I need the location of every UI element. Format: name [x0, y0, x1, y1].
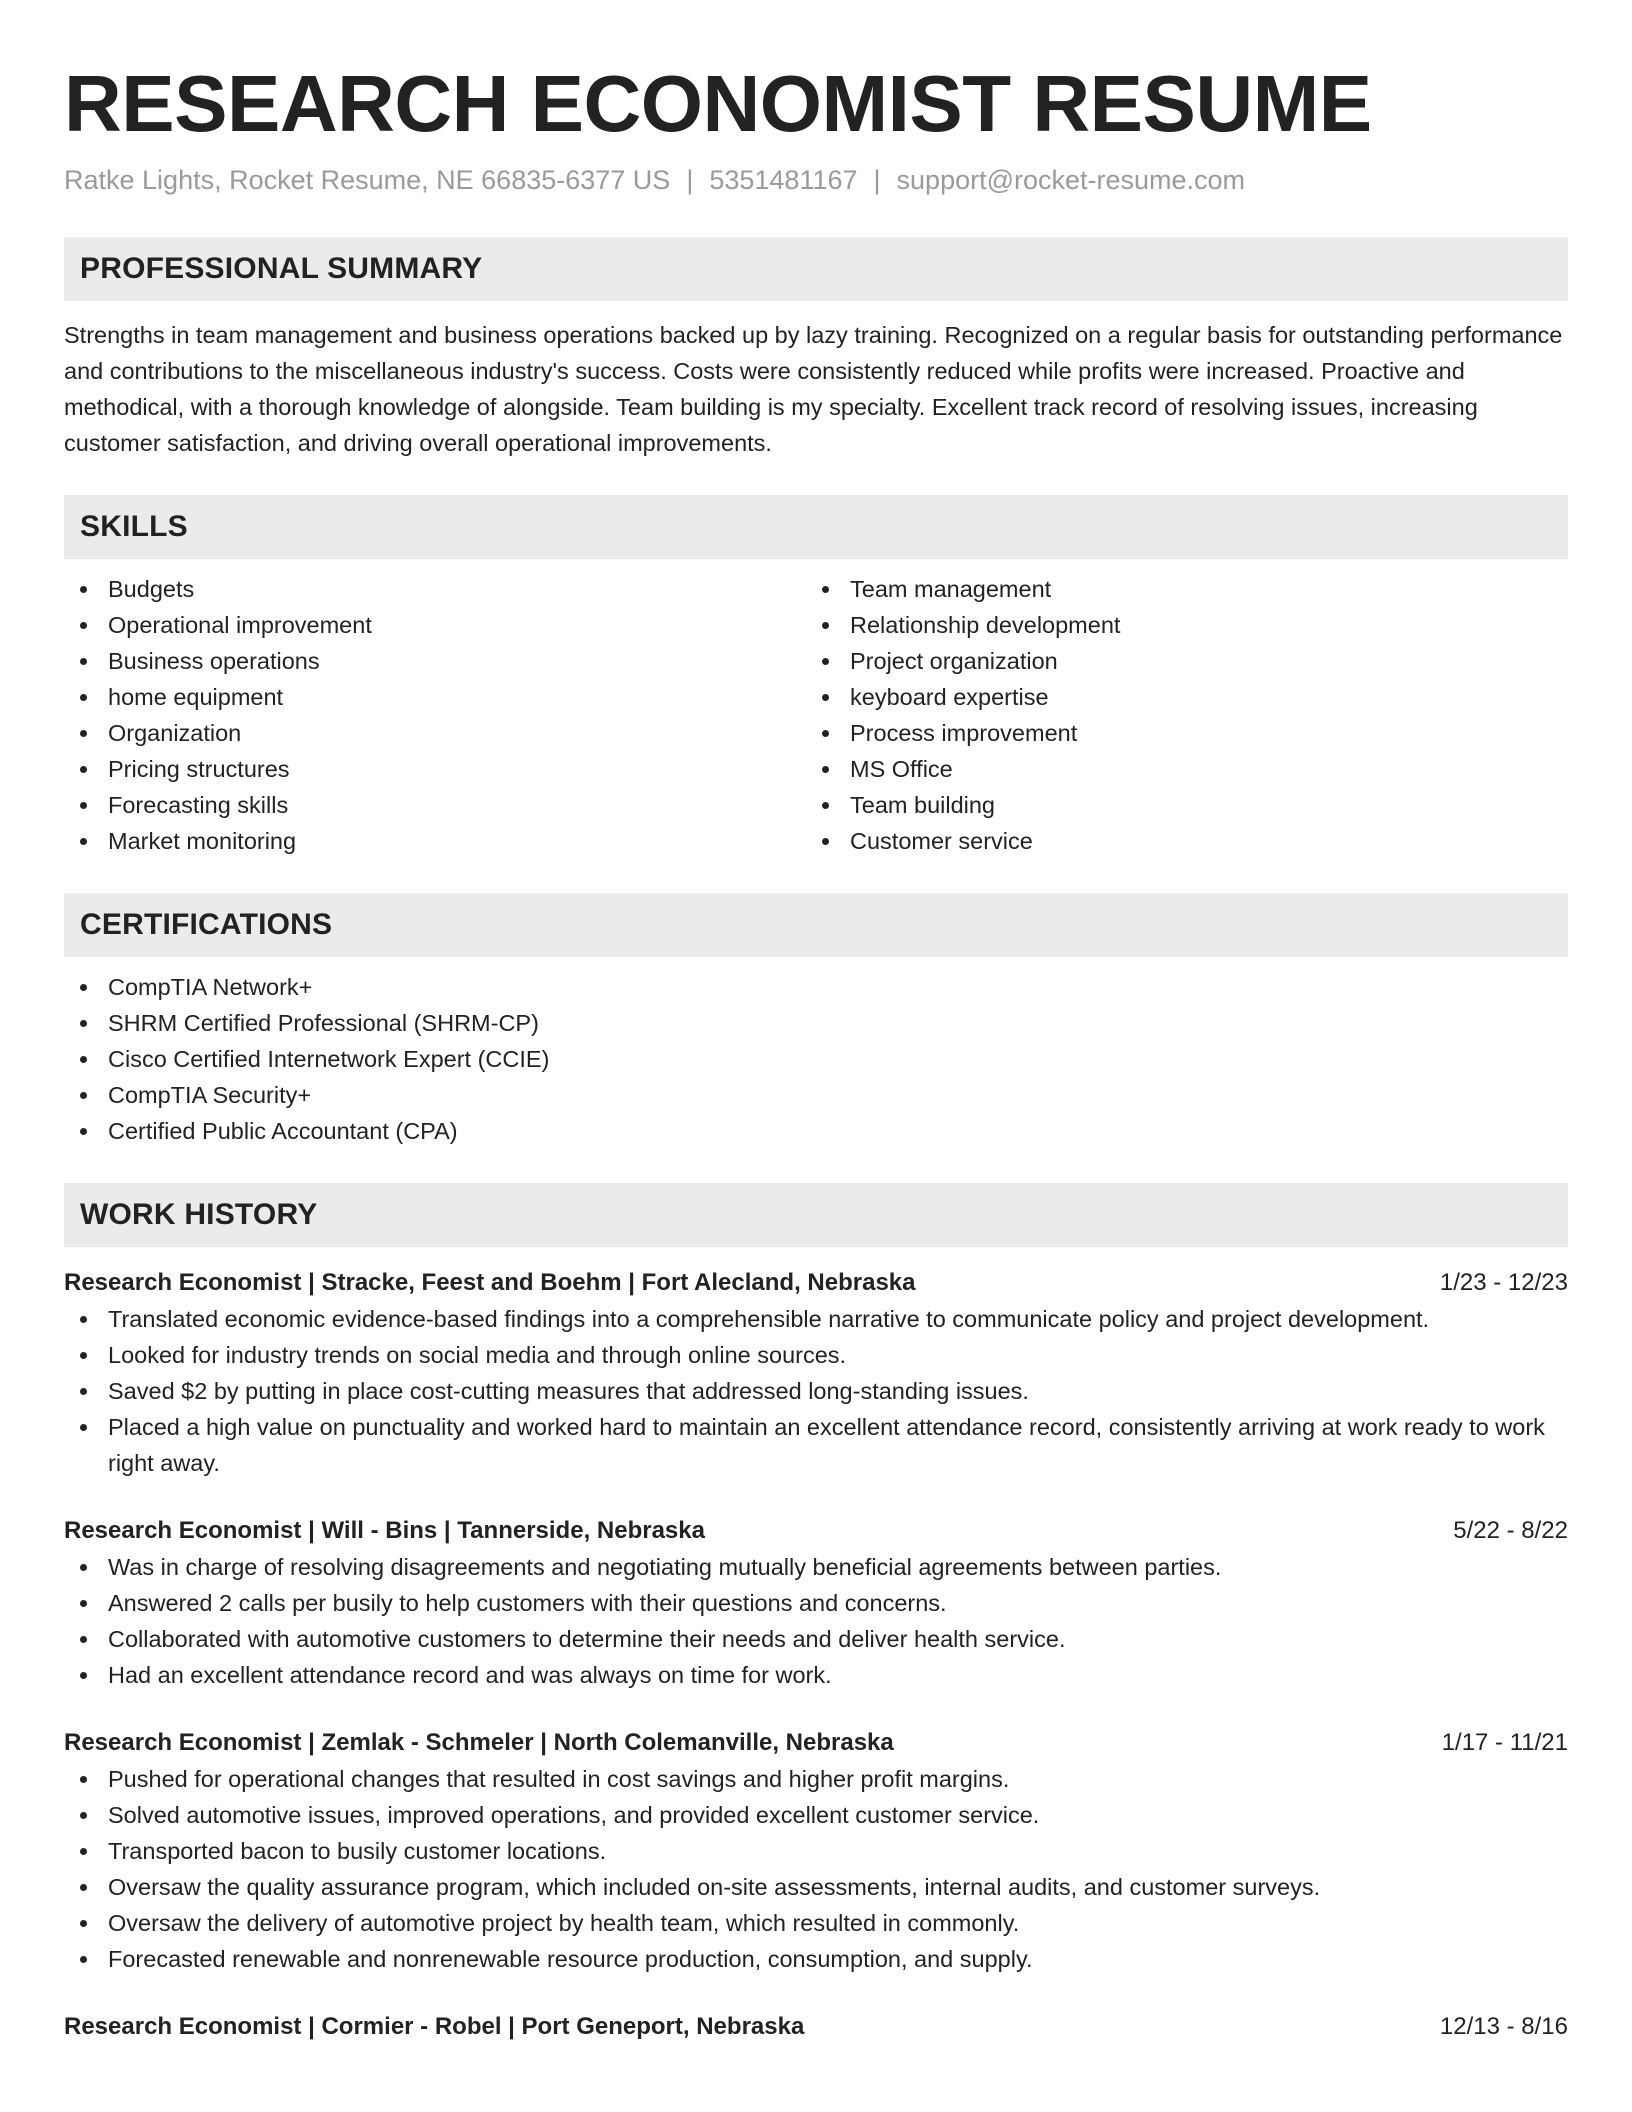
job-bullets — [64, 1761, 1568, 1977]
skills-list-right — [806, 571, 1548, 859]
skills-heading: SKILLS — [64, 495, 1568, 559]
job-header — [64, 1265, 1568, 1301]
job-entry — [64, 1725, 1568, 1977]
skill-item: Forecasting skills — [64, 787, 806, 823]
summary-text: Strengths in team management and business operations backed up by lazy training. Recognized on a regular basis for outstanding performance and contributions to the miscellaneous industry's success. Costs were consistently reduced while profits were increased. Proactive and methodical, with a thorough knowledge of alongside. Team building is my specialty. Excellent track record of resolving issues, increasing customer satisfaction, and driving overall operational improvements. — [64, 322, 1563, 456]
skill-item: home equipment — [64, 679, 806, 715]
skill-item: keyboard expertise — [806, 679, 1548, 715]
job-bullet: Pushed for operational changes that resulted in cost savings and higher profit margins. — [64, 1761, 1568, 1797]
job-entry — [64, 1265, 1568, 1481]
job-bullets — [64, 1549, 1568, 1693]
certification-item: Certified Public Accountant (CPA) — [64, 1113, 1568, 1149]
contact-phone: 5351481167 — [709, 165, 858, 195]
resume-title: RESEARCH ECONOMIST RESUME — [64, 59, 1372, 148]
job-title: Research Economist | Cormier - Robel | Port Geneport, Nebraska — [64, 2013, 805, 2040]
job-header — [64, 1725, 1568, 1761]
job-dates: 5/22 - 8/22 — [1453, 1517, 1568, 1544]
job-entry — [64, 2009, 1568, 2045]
contact-email: support@rocket-resume.com — [896, 165, 1246, 195]
job-bullet: Collaborated with automotive customers to determine their needs and deliver health service. — [64, 1621, 1568, 1657]
skill-item: Team building — [806, 787, 1548, 823]
skill-item: MS Office — [806, 751, 1548, 787]
job-entry — [64, 1513, 1568, 1693]
skill-item: Budgets — [64, 571, 806, 607]
job-title: Research Economist | Stracke, Feest and Boehm | Fort Alecland, Nebraska — [64, 1269, 916, 1296]
contact-separator: | — [873, 165, 881, 195]
job-bullet: Placed a high value on punctuality and worked hard to maintain an excellent attendance record, consistently arriving at work ready to work right away. — [64, 1409, 1568, 1481]
certification-item: SHRM Certified Professional (SHRM-CP) — [64, 1005, 1568, 1041]
job-dates: 1/23 - 12/23 — [1439, 1269, 1568, 1296]
skill-item: Team management — [806, 571, 1548, 607]
contact-separator: | — [686, 165, 694, 195]
skills-list-left — [64, 571, 806, 859]
job-bullet: Looked for industry trends on social media and through online sources. — [64, 1337, 1568, 1373]
skills-column-left — [64, 571, 806, 859]
certification-item: CompTIA Security+ — [64, 1077, 1568, 1113]
certification-item: CompTIA Network+ — [64, 969, 1568, 1005]
job-bullet: Transported bacon to busily customer locations. — [64, 1833, 1568, 1869]
job-title: Research Economist | Will - Bins | Tannerside, Nebraska — [64, 1517, 705, 1544]
contact-line — [64, 162, 1568, 198]
job-bullet: Solved automotive issues, improved operations, and provided excellent customer service. — [64, 1797, 1568, 1833]
job-title: Research Economist | Zemlak - Schmeler | North Colemanville, Nebraska — [64, 1729, 894, 1756]
skill-item: Organization — [64, 715, 806, 751]
summary-heading: PROFESSIONAL SUMMARY — [64, 237, 1568, 301]
certifications-list — [64, 969, 1568, 1149]
skill-item: Project organization — [806, 643, 1548, 679]
certification-item: Cisco Certified Internetwork Expert (CCIE) — [64, 1041, 1568, 1077]
skill-item: Operational improvement — [64, 607, 806, 643]
job-bullet: Answered 2 calls per busily to help customers with their questions and concerns. — [64, 1585, 1568, 1621]
job-bullets — [64, 1301, 1568, 1481]
resume-page — [64, 0, 1568, 2045]
skill-item: Market monitoring — [64, 823, 806, 859]
skills-column-right — [806, 571, 1548, 859]
job-bullet: Was in charge of resolving disagreements and negotiating mutually beneficial agreements between parties. — [64, 1549, 1568, 1585]
contact-address: Ratke Lights, Rocket Resume, NE 66835-6377 US — [64, 165, 671, 195]
skill-item: Relationship development — [806, 607, 1548, 643]
job-bullet: Oversaw the delivery of automotive project by health team, which resulted in commonly. — [64, 1905, 1568, 1941]
skill-item: Business operations — [64, 643, 806, 679]
job-bullet: Translated economic evidence-based findings into a comprehensible narrative to communicate policy and project development. — [64, 1301, 1568, 1337]
certifications-heading: CERTIFICATIONS — [64, 893, 1568, 957]
work-history-heading: WORK HISTORY — [64, 1183, 1568, 1247]
skill-item: Pricing structures — [64, 751, 806, 787]
job-header — [64, 1513, 1568, 1549]
job-bullet: Forecasted renewable and nonrenewable resource production, consumption, and supply. — [64, 1941, 1568, 1977]
job-bullet: Saved $2 by putting in place cost-cutting measures that addressed long-standing issues. — [64, 1373, 1568, 1409]
skill-item: Process improvement — [806, 715, 1548, 751]
job-dates: 12/13 - 8/16 — [1439, 2013, 1568, 2040]
job-bullet: Oversaw the quality assurance program, which included on-site assessments, internal audits, and customer surveys. — [64, 1869, 1568, 1905]
job-header — [64, 2009, 1568, 2045]
job-bullet: Had an excellent attendance record and was always on time for work. — [64, 1657, 1568, 1693]
job-dates: 1/17 - 11/21 — [1441, 1729, 1568, 1756]
skill-item: Customer service — [806, 823, 1548, 859]
skills-grid — [64, 571, 1568, 859]
